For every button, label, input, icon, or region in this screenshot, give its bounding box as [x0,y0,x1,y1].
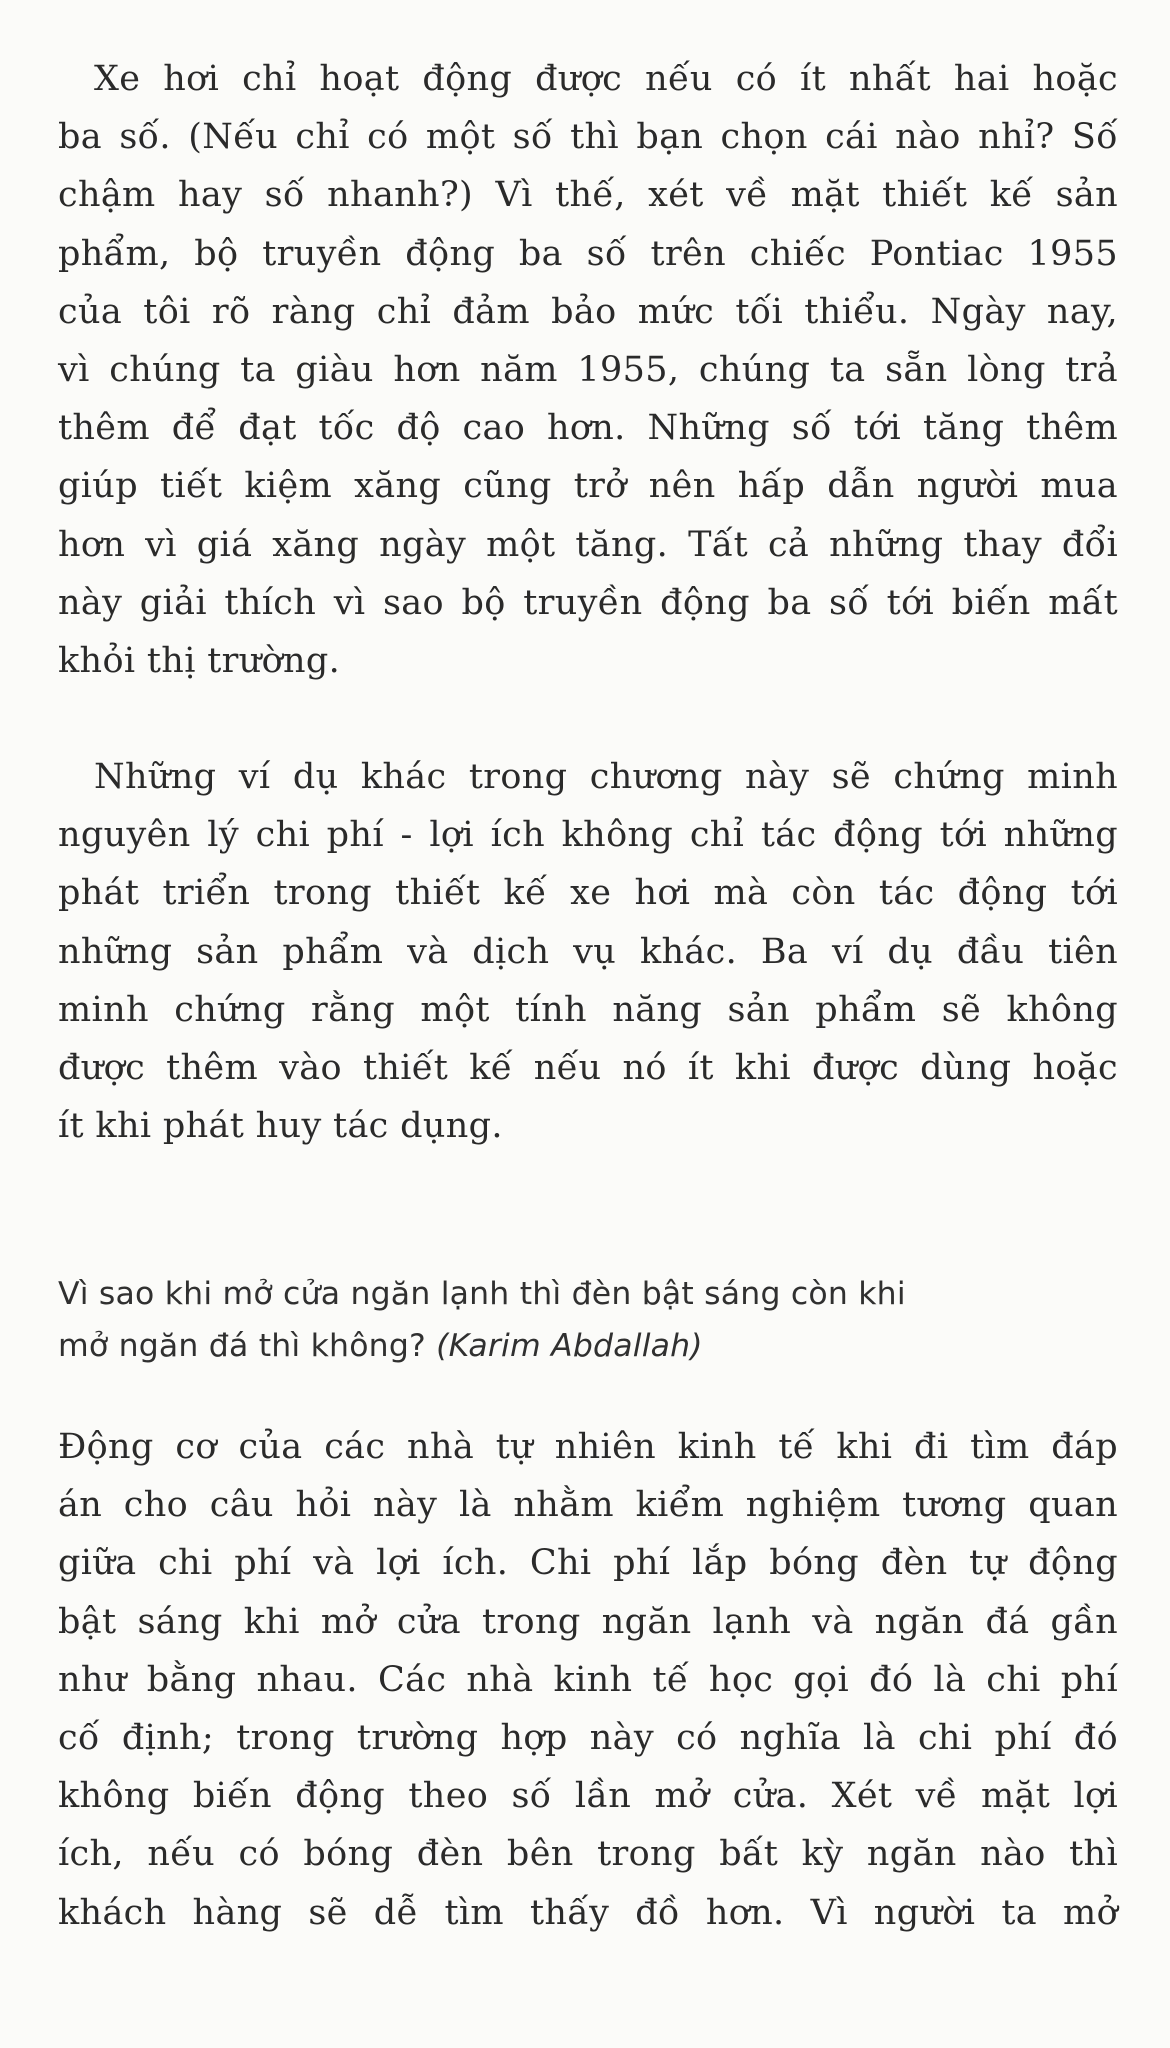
paragraph-line: ba số. (Nếu chỉ có một số thì bạn chọn cái nào nhỉ? Số [58,117,1118,158]
paragraph-line: khỏi thị trường. [58,641,341,682]
paragraph-line: ích, nếu có bóng đèn bên trong bất kỳ ngăn nào thì [58,1834,1118,1875]
paragraph-line: nguyên lý chi phí - lợi ích không chỉ tác động tới những [58,815,1118,856]
paragraph-line: vì chúng ta giàu hơn năm 1955, chúng ta sẵn lòng trả [58,350,1118,391]
paragraph-line: Những ví dụ khác trong chương này sẽ chứng minh [94,757,1118,797]
section-question-heading [58,1268,1118,1372]
question-line-2 [58,1320,1118,1372]
paragraph-line: cố định; trong trường hợp này có nghĩa là chi phí đó [58,1718,1118,1759]
paragraph-line: Động cơ của các nhà tự nhiên kinh tế khi đi tìm đáp [58,1427,1118,1467]
paragraph-line: như bằng nhau. Các nhà kinh tế học gọi đó là chi phí [58,1659,1118,1700]
paragraph-line: ít khi phát huy tác dụng. [58,1106,503,1147]
paragraph-line: giúp tiết kiệm xăng cũng trở nên hấp dẫn người mua [58,466,1118,507]
question-line-1: Vì sao khi mở cửa ngăn lạnh thì đèn bật sáng còn khi [58,1276,906,1312]
paragraph-line: khách hàng sẽ dễ tìm thấy đồ hơn. Vì người ta mở [58,1892,1118,1933]
paragraph-line: không biến động theo số lần mở cửa. Xét về mặt lợi [58,1776,1118,1817]
question-text: mở ngăn đá thì không? [58,1328,437,1364]
paragraph-line: minh chứng rằng một tính năng sản phẩm sẽ không [58,989,1118,1030]
paragraph-line: giữa chi phí và lợi ích. Chi phí lắp bóng đèn tự động [58,1543,1118,1584]
paragraph-line: những sản phẩm và dịch vụ khác. Ba ví dụ đầu tiên [58,931,1118,972]
paragraph-line: bật sáng khi mở cửa trong ngăn lạnh và ngăn đá gần [58,1601,1118,1642]
paragraph-line: Xe hơi chỉ hoạt động được nếu có ít nhất hai hoặc [94,59,1118,99]
paragraph-line: của tôi rõ ràng chỉ đảm bảo mức tối thiểu. Ngày nay, [58,291,1118,332]
paragraph-line: này giải thích vì sao bộ truyền động ba số tới biến mất [58,582,1118,623]
paragraph-line: phát triển trong thiết kế xe hơi mà còn tác động tới [58,873,1118,914]
paragraph-line: chậm hay số nhanh?) Vì thế, xét về mặt thiết kế sản [58,175,1118,216]
paragraph-line: thêm để đạt tốc độ cao hơn. Những số tới tăng thêm [58,408,1118,449]
paragraph-2 [58,748,1118,1155]
paragraph-line: hơn vì giá xăng ngày một tăng. Tất cả những thay đổi [58,524,1118,565]
question-author: (Karim Abdallah) [436,1328,703,1364]
paragraph-line: án cho câu hỏi này là nhằm kiểm nghiệm tương quan [58,1485,1118,1526]
paragraph-1 [58,50,1118,690]
paragraph-line: phẩm, bộ truyền động ba số trên chiếc Pontiac 1955 [58,233,1118,274]
paragraph-line: được thêm vào thiết kế nếu nó ít khi được dùng hoặc [58,1048,1118,1089]
paragraph-3 [58,1418,1118,1942]
